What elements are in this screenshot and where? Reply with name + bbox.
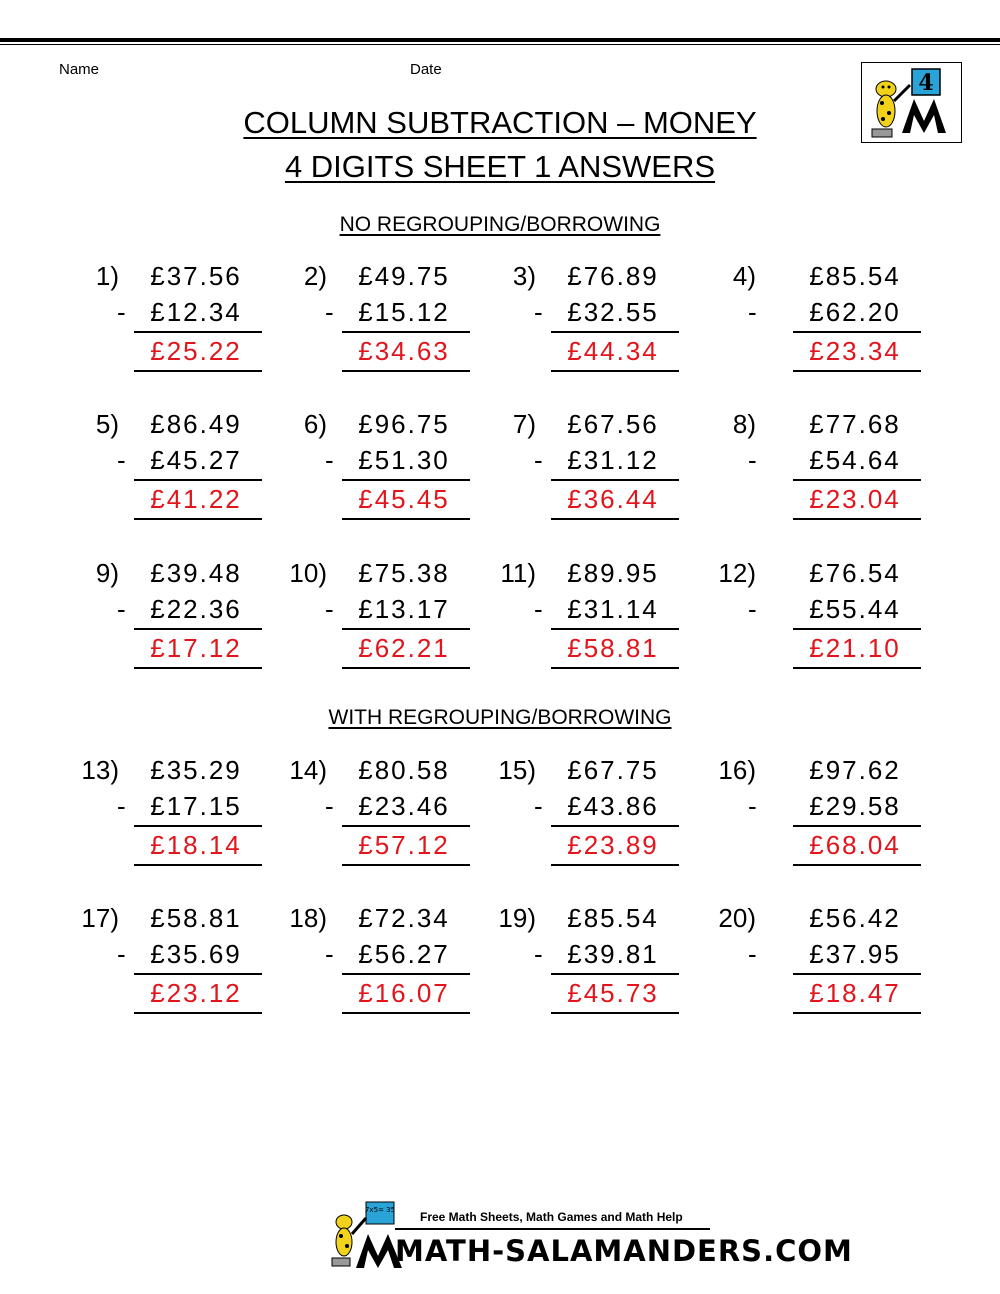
problem-number: 13): [81, 755, 119, 785]
answer-rule-bottom: [793, 864, 921, 866]
answer-rule-bottom: [551, 864, 679, 866]
problem-number: 10): [289, 558, 327, 588]
answer-rule-bottom: [342, 1012, 470, 1014]
minuend: £80.58: [358, 755, 450, 785]
answer-rule-top: [551, 331, 679, 333]
problem: [488, 903, 698, 1023]
footer-rule: [395, 1228, 710, 1230]
answer-rule-bottom: [551, 370, 679, 372]
subtrahend: £31.12: [567, 445, 659, 475]
answer: £23.04: [809, 484, 901, 514]
top-rule: [0, 38, 1000, 42]
problem: [708, 903, 918, 1023]
answer-rule-top: [551, 973, 679, 975]
svg-text:7x5= 35: 7x5= 35: [364, 1206, 396, 1214]
subtrahend: £62.20: [809, 297, 901, 327]
svg-text:4: 4: [918, 70, 934, 96]
answer: £16.07: [358, 978, 450, 1008]
answer-rule-bottom: [134, 864, 262, 866]
minuend: £85.54: [809, 261, 901, 291]
problem: [488, 409, 698, 529]
minus-sign: -: [325, 445, 336, 475]
problem: [708, 558, 918, 678]
problem: [71, 903, 281, 1023]
answer: £45.45: [358, 484, 450, 514]
minus-sign: -: [325, 297, 336, 327]
problem: [488, 261, 698, 381]
subtrahend: £35.69: [150, 939, 242, 969]
problem-number: 1): [95, 261, 119, 291]
name-label: Name: [59, 61, 100, 78]
minuend: £76.54: [809, 558, 901, 588]
answer: £68.04: [809, 830, 901, 860]
answer: £23.12: [150, 978, 242, 1008]
minus-sign: -: [325, 939, 336, 969]
page-title-line2: 4 DIGITS SHEET 1 ANSWERS: [284, 149, 716, 184]
section-no-regrouping: NO REGROUPING/BORROWING: [339, 213, 661, 236]
problem: [71, 755, 281, 875]
problem: [279, 558, 489, 678]
answer-rule-top: [551, 825, 679, 827]
problem-number: 4): [732, 261, 756, 291]
subtrahend: £45.27: [150, 445, 242, 475]
answer-rule-top: [342, 628, 470, 630]
subtrahend: £31.14: [567, 594, 659, 624]
answer: £21.10: [809, 633, 901, 663]
answer: £36.44: [567, 484, 659, 514]
problem-number: 6): [303, 409, 327, 439]
top-rule-thin: [0, 44, 1000, 45]
answer-rule-top: [342, 973, 470, 975]
subtrahend: £22.36: [150, 594, 242, 624]
subtrahend: £23.46: [358, 791, 450, 821]
minuend: £35.29: [150, 755, 242, 785]
problem-number: 9): [95, 558, 119, 588]
answer: £62.21: [358, 633, 450, 663]
minus-sign: -: [117, 445, 128, 475]
problem-number: 2): [303, 261, 327, 291]
problem: [488, 755, 698, 875]
answer-rule-top: [793, 825, 921, 827]
minuend: £85.54: [567, 903, 659, 933]
subtrahend: £12.34: [150, 297, 242, 327]
minuend: £76.89: [567, 261, 659, 291]
problem-number: 15): [498, 755, 536, 785]
problem-number: 16): [718, 755, 756, 785]
minuend: £67.75: [567, 755, 659, 785]
minus-sign: -: [117, 791, 128, 821]
minus-sign: -: [534, 939, 545, 969]
minuend: £96.75: [358, 409, 450, 439]
answer-rule-bottom: [134, 1012, 262, 1014]
page-title-line1: COLUMN SUBTRACTION – MONEY: [243, 105, 757, 140]
minuend: £58.81: [150, 903, 242, 933]
problem-number: 5): [95, 409, 119, 439]
answer: £45.73: [567, 978, 659, 1008]
subtrahend: £37.95: [809, 939, 901, 969]
answer: £18.14: [150, 830, 242, 860]
subtrahend: £55.44: [809, 594, 901, 624]
subtrahend: £29.58: [809, 791, 901, 821]
salamander-footer-icon: [326, 1200, 406, 1270]
minuend: £56.42: [809, 903, 901, 933]
minus-sign: -: [534, 445, 545, 475]
footer-logo: [326, 1200, 406, 1270]
answer-rule-bottom: [793, 370, 921, 372]
minus-sign: -: [748, 594, 759, 624]
problem-number: 19): [498, 903, 536, 933]
answer: £41.22: [150, 484, 242, 514]
answer-rule-bottom: [342, 518, 470, 520]
answer-rule-top: [134, 628, 262, 630]
answer: £25.22: [150, 336, 242, 366]
answer-rule-top: [342, 825, 470, 827]
minus-sign: -: [748, 939, 759, 969]
answer-rule-top: [342, 479, 470, 481]
answer-rule-top: [793, 331, 921, 333]
problem-number: 3): [512, 261, 536, 291]
subtrahend: £51.30: [358, 445, 450, 475]
answer-rule-top: [134, 331, 262, 333]
minus-sign: -: [748, 297, 759, 327]
problem: [71, 409, 281, 529]
problem: [279, 409, 489, 529]
minus-sign: -: [117, 939, 128, 969]
answer: £23.89: [567, 830, 659, 860]
problem-number: 7): [512, 409, 536, 439]
answer-rule-bottom: [342, 864, 470, 866]
problem-number: 18): [289, 903, 327, 933]
answer-rule-bottom: [793, 1012, 921, 1014]
problem: [71, 261, 281, 381]
problem: [488, 558, 698, 678]
answer-rule-top: [793, 628, 921, 630]
minus-sign: -: [534, 297, 545, 327]
minus-sign: -: [325, 791, 336, 821]
answer-rule-top: [134, 825, 262, 827]
answer: £34.63: [358, 336, 450, 366]
subtrahend: £17.15: [150, 791, 242, 821]
minus-sign: -: [117, 297, 128, 327]
answer: £44.34: [567, 336, 659, 366]
answer-rule-bottom: [551, 518, 679, 520]
problem-number: 8): [732, 409, 756, 439]
answer-rule-bottom: [342, 370, 470, 372]
answer-rule-bottom: [793, 518, 921, 520]
answer-rule-top: [134, 973, 262, 975]
answer-rule-bottom: [551, 667, 679, 669]
subtrahend: £43.86: [567, 791, 659, 821]
answer: £57.12: [358, 830, 450, 860]
answer-rule-top: [551, 479, 679, 481]
minuend: £37.56: [150, 261, 242, 291]
section-with-regrouping: WITH REGROUPING/BORROWING: [328, 706, 672, 729]
minuend: £77.68: [809, 409, 901, 439]
problem-number: 14): [289, 755, 327, 785]
answer-rule-top: [134, 479, 262, 481]
problem-number: 12): [718, 558, 756, 588]
subtrahend: £15.12: [358, 297, 450, 327]
answer-rule-top: [793, 479, 921, 481]
answer-rule-bottom: [342, 667, 470, 669]
minuend: £67.56: [567, 409, 659, 439]
minus-sign: -: [534, 594, 545, 624]
problem: [708, 755, 918, 875]
minuend: £86.49: [150, 409, 242, 439]
minuend: £39.48: [150, 558, 242, 588]
footer-brand: MATH-SALAMANDERS.COM: [395, 1234, 853, 1268]
footer-tagline: Free Math Sheets, Math Games and Math Help: [420, 1210, 683, 1224]
minus-sign: -: [325, 594, 336, 624]
answer: £58.81: [567, 633, 659, 663]
problem: [279, 755, 489, 875]
subtrahend: £39.81: [567, 939, 659, 969]
problem: [279, 261, 489, 381]
answer-rule-bottom: [134, 370, 262, 372]
minuend: £75.38: [358, 558, 450, 588]
minuend: £89.95: [567, 558, 659, 588]
minus-sign: -: [748, 791, 759, 821]
answer-rule-bottom: [793, 667, 921, 669]
subtrahend: £56.27: [358, 939, 450, 969]
answer-rule-bottom: [134, 667, 262, 669]
problem-number: 11): [500, 558, 536, 588]
answer-rule-bottom: [551, 1012, 679, 1014]
answer: £23.34: [809, 336, 901, 366]
subtrahend: £32.55: [567, 297, 659, 327]
answer-rule-bottom: [134, 518, 262, 520]
answer-rule-top: [793, 973, 921, 975]
minus-sign: -: [117, 594, 128, 624]
problem-number: 17): [81, 903, 119, 933]
problem: [71, 558, 281, 678]
minuend: £49.75: [358, 261, 450, 291]
problem-number: 20): [718, 903, 756, 933]
problem: [279, 903, 489, 1023]
answer-rule-top: [342, 331, 470, 333]
answer: £17.12: [150, 633, 242, 663]
problem: [708, 409, 918, 529]
minus-sign: -: [748, 445, 759, 475]
minuend: £97.62: [809, 755, 901, 785]
minus-sign: -: [534, 791, 545, 821]
subtrahend: £13.17: [358, 594, 450, 624]
minuend: £72.34: [358, 903, 450, 933]
problem: [708, 261, 918, 381]
answer: £18.47: [809, 978, 901, 1008]
subtrahend: £54.64: [809, 445, 901, 475]
answer-rule-top: [551, 628, 679, 630]
date-label: Date: [410, 61, 442, 78]
